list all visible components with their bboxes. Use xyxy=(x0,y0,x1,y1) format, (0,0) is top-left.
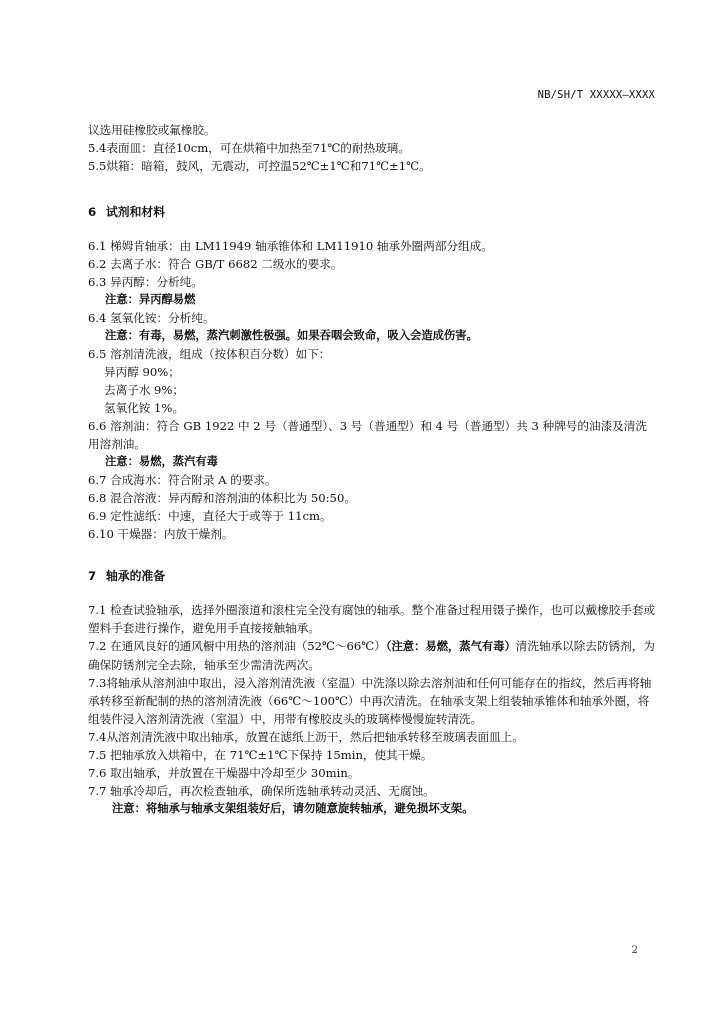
item-7-2-note: （注意：易燃，蒸气有毒） xyxy=(385,640,516,653)
item-6-8: 6.8 混合溶液：异丙醇和溶剂油的体积比为 50:50。 xyxy=(88,491,356,505)
item-7-1: 7.1 检查试验轴承，选择外圈滚道和滚柱完全没有腐蚀的轴承。整个准备过程用镊子操作，也可以戴橡胶手套或塑料手套进行操作，避免用手直接接触轴承。 xyxy=(88,603,656,635)
document-body xyxy=(88,121,658,818)
item-7-6: 7.6 取出轴承，并放置在干燥器中冷却至少 30min。 xyxy=(88,766,360,780)
section-7-heading xyxy=(88,567,658,585)
item-7-2-text-start: 7.2 在通风良好的通风橱中用热的溶剂油（52℃～66℃） xyxy=(88,639,386,653)
item-6-10: 6.10 干燥器：内放干燥剂。 xyxy=(88,527,234,541)
section-6-heading xyxy=(88,203,658,221)
composition-ammonium-hydroxide: 氢氧化铵 1%。 xyxy=(104,401,185,415)
section-6-number: 6 xyxy=(88,205,97,219)
item-6-4: 6.4 氢氧化铵：分析纯。 xyxy=(88,311,215,325)
item-6-1: 6.1 梯姆肯轴承：由 LM11949 轴承锥体和 LM11910 轴承外圈两部分组成。 xyxy=(88,239,493,253)
item-6-7: 6.7 合成海水：符合附录 A 的要求。 xyxy=(88,473,277,487)
section-7-title: 轴承的准备 xyxy=(106,569,165,583)
item-5-4: 5.4表面皿：直径10cm，可在烘箱中加热至71℃的耐热玻璃。 xyxy=(88,141,410,155)
item-6-2: 6.2 去离子水：符合 GB/T 6682 二级水的要求。 xyxy=(88,257,343,271)
paragraph-5-3-continued: 议选用硅橡胶或氟橡胶。 xyxy=(88,123,216,137)
item-6-6: 6.6 溶剂油：符合 GB 1922 中 2 号（普通型）、3 号（普通型）和 4 号（普通型）共 3 种牌号的油漆及清洗用溶剂油。 xyxy=(88,419,647,451)
item-7-2 xyxy=(88,637,658,674)
page-number: 2 xyxy=(631,944,638,956)
item-6-3: 6.3 异丙醇：分析纯。 xyxy=(88,275,203,289)
composition-water: 去离子水 9%； xyxy=(104,383,185,397)
item-7-2-text-end: 清洗轴承以除去防锈剂，为确保防锈剂完全去除，轴承至少需清洗两次。 xyxy=(88,639,655,672)
item-7-4: 7.4从溶剂清洗液中取出轴承，放置在滤纸上沥干，然后把轴承转移至玻璃表面皿上。 xyxy=(88,730,524,744)
item-5-5: 5.5烘箱：暗箱，鼓风，无震动，可控温52℃±1℃和71℃±1℃。 xyxy=(88,159,431,173)
section-6-title: 试剂和材料 xyxy=(106,205,165,219)
item-6-9: 6.9 定性滤纸：中速，直径大于或等于 11cm。 xyxy=(88,509,332,523)
item-6-5: 6.5 溶剂清洗液，组成（按体积百分数）如下： xyxy=(88,347,331,361)
note-6-3: 注意：异丙醇易燃 xyxy=(105,293,196,306)
item-7-5: 7.5 把轴承放入烘箱中，在 71℃±1℃下保持 15min，使其干燥。 xyxy=(88,748,433,762)
note-6-6: 注意：易燃，蒸汽有毒 xyxy=(105,455,218,468)
item-7-7: 7.7 轴承冷却后，再次检查轴承，确保所选轴承转动灵活、无腐蚀。 xyxy=(88,784,435,798)
composition-isopropanol: 异丙醇 90%； xyxy=(104,365,180,379)
item-7-3: 7.3将轴承从溶剂油中取出，浸入溶剂清洗液（室温）中洗涤以除去溶剂油和任何可能存在的指纹，然后再将轴承转移至新配制的热的溶剂清洗液（66℃～100℃）中再次清洗。在轴承支架上组装轴承锥体和轴承外圈，将组装件浸入溶剂清洗液（室温）中，用带有橡胶皮头的玻璃棒慢慢旋转清洗。 xyxy=(88,676,652,726)
section-7-number: 7 xyxy=(88,569,97,583)
note-7-7: 注意：将轴承与轴承支架组装好后，请勿随意旋转轴承，避免损坏支架。 xyxy=(112,802,474,815)
document-code: NB/SH/T XXXXX—XXXX xyxy=(537,89,655,101)
note-6-4: 注意：有毒，易燃，蒸汽刺激性极强。如果吞咽会致命，吸入会造成伤害。 xyxy=(105,329,478,342)
